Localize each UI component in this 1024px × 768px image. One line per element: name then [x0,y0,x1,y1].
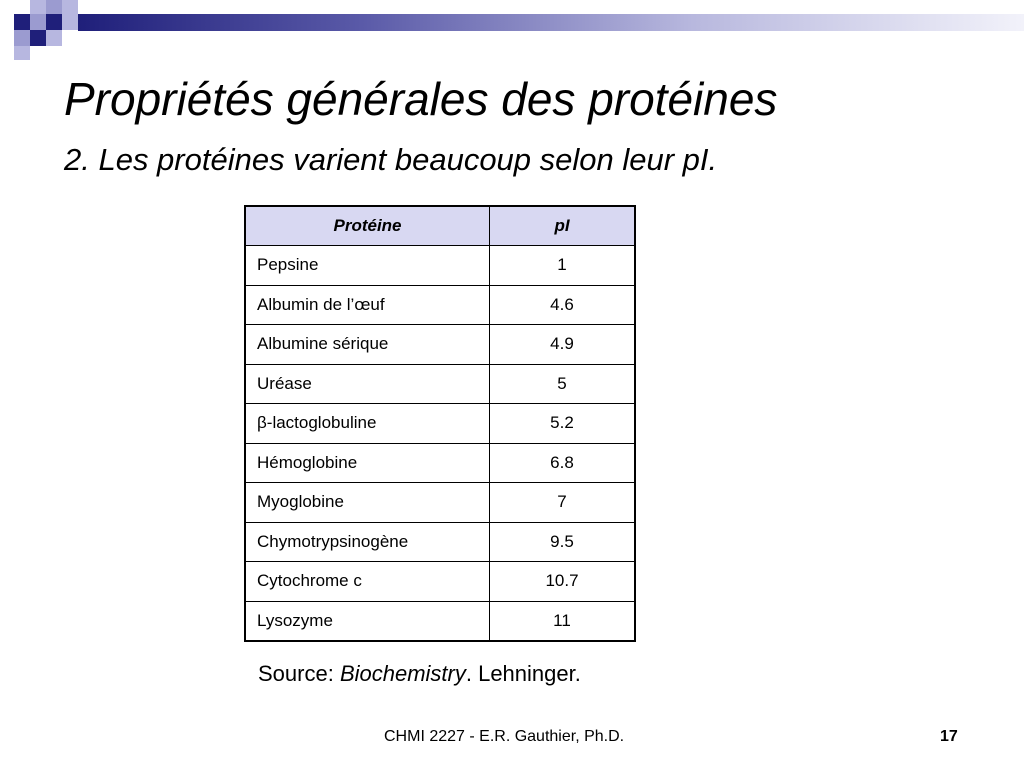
slide-title: Propriétés générales des protéines [64,73,778,125]
corner-square-navy-3 [30,30,46,46]
table-row [245,246,635,286]
corner-square-navy-2 [46,14,62,30]
table-row [245,601,635,641]
protein-name-cell: β-lactoglobuline [245,404,490,444]
slide-subtitle: 2. Les protéines varient beaucoup selon leur pI. [64,142,718,177]
protein-name-cell: Albumin de l’œuf [245,285,490,325]
protein-name-cell: Cytochrome c [245,562,490,602]
protein-name-cell: Albumine sérique [245,325,490,365]
pi-value-cell: 5 [490,364,636,404]
corner-square-lav-3 [14,30,30,46]
table-row [245,364,635,404]
table-row [245,325,635,365]
corner-square-light-4 [46,30,62,46]
protein-name-cell: Chymotrypsinogène [245,522,490,562]
protein-name-cell: Lysozyme [245,601,490,641]
pi-value-cell: 5.2 [490,404,636,444]
protein-name-cell: Pepsine [245,246,490,286]
table-row [245,483,635,523]
corner-square-light-1 [30,0,46,14]
page-number: 17 [940,728,958,745]
pi-value-cell: 6.8 [490,443,636,483]
table-row [245,522,635,562]
column-header-pi: pI [490,206,636,246]
footer-text: CHMI 2227 - E.R. Gauthier, Ph.D. [384,728,625,745]
column-header-protein: Protéine [245,206,490,246]
protein-name-cell: Hémoglobine [245,443,490,483]
corner-square-light-2 [62,0,78,14]
table-row [245,285,635,325]
protein-pi-table [244,205,636,642]
pi-value-cell: 11 [490,601,636,641]
source-citation [258,661,581,687]
pi-value-cell: 9.5 [490,522,636,562]
corner-square-light-3 [62,14,78,30]
header-gradient-bar [78,14,1024,31]
source-prefix: Source: [258,661,340,686]
source-suffix: . Lehninger. [465,661,581,686]
pi-value-cell: 4.6 [490,285,636,325]
pi-value-cell: 10.7 [490,562,636,602]
corner-square-navy-1 [14,14,30,30]
table-row [245,443,635,483]
table-header-row [245,206,635,246]
table-row [245,562,635,602]
protein-name-cell: Uréase [245,364,490,404]
pi-value-cell: 1 [490,246,636,286]
corner-square-lav-1 [46,0,62,14]
table-row [245,404,635,444]
source-book-title: Biochemistry [339,661,466,686]
corner-square-light-5 [14,46,30,60]
pi-value-cell: 4.9 [490,325,636,365]
corner-square-lav-2 [30,14,46,30]
protein-name-cell: Myoglobine [245,483,490,523]
pi-value-cell: 7 [490,483,636,523]
